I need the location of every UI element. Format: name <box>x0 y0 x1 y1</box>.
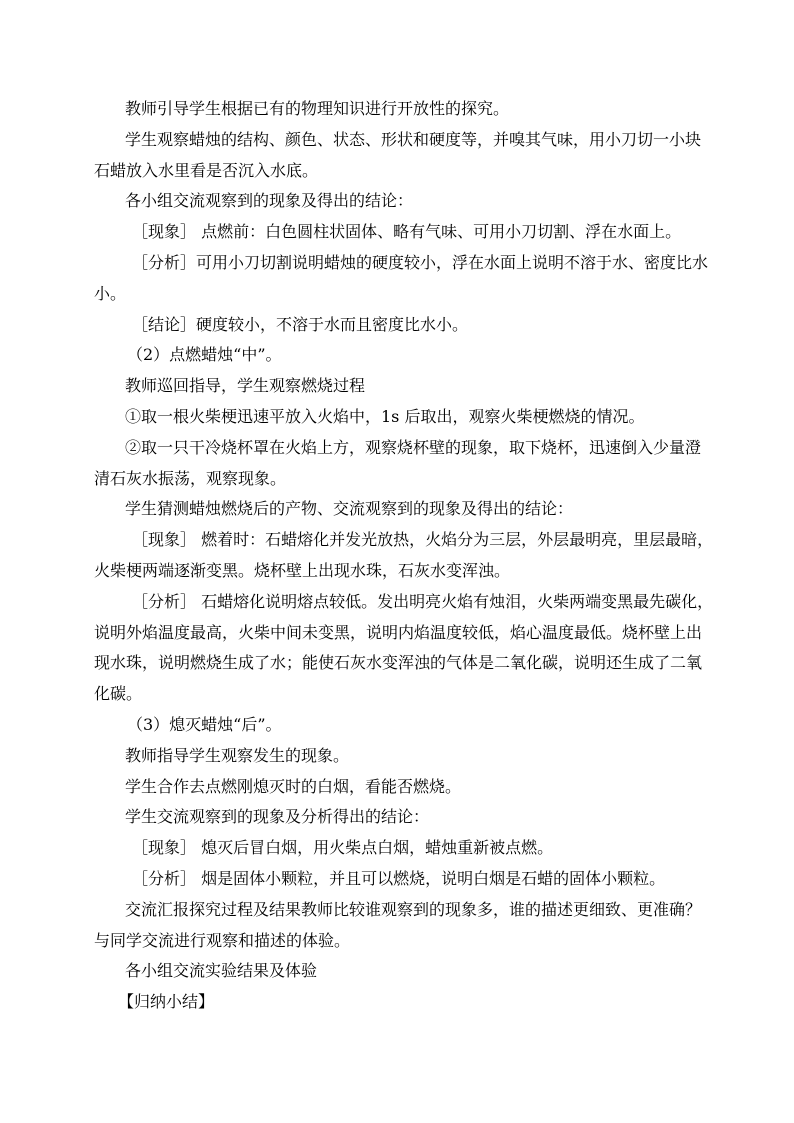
analysis-before-cont: 小。 <box>94 283 127 303</box>
heading-after: （3）熄灭蜡烛“后”。 <box>127 714 282 734</box>
analysis-before: ［分析］可用小刀切割说明蜡烛的硬度较小，浮在水面上说明不溶于水、密度比水 <box>132 252 709 272</box>
paragraph-teacher-direct: 教师指导学生观察发生的现象。 <box>125 745 350 765</box>
analysis-during: ［分析］ 石蜡熔化说明熔点较低。发出明亮火焰有烛泪，火柴两端变黑最先碳化， <box>132 591 714 611</box>
analysis-during-cont-3: 化碳。 <box>94 684 143 704</box>
analysis-during-cont-2: 现水珠，说明燃烧生成了水；能使石灰水变浑浊的气体是二氧化碳，说明还生成了二氧 <box>94 653 703 673</box>
phenomenon-after: ［现象］ 熄灭后冒白烟，用火柴点白烟，蜡烛重新被点燃。 <box>132 838 554 858</box>
paragraph-teacher-patrol: 教师巡回指导，学生观察燃烧过程 <box>125 376 366 396</box>
paragraph-report-cont: 与同学交流进行观察和描述的体验。 <box>94 930 351 950</box>
paragraph-report: 交流汇报探究过程及结果教师比较谁观察到的现象多，谁的描述更细致、更准确？ <box>125 899 702 919</box>
heading-summary: 【归纳小结】 <box>118 992 215 1012</box>
phenomenon-before: ［现象］ 点燃前：白色圆柱状固体、略有气味、可用小刀切割、浮在水面上。 <box>132 222 682 242</box>
paragraph-teacher-guide: 教师引导学生根据已有的物理知识进行开放性的探究。 <box>125 99 510 118</box>
heading-during: （2）点燃蜡烛“中”。 <box>127 345 282 365</box>
paragraph-group-results: 各小组交流实验结果及体验 <box>125 961 318 981</box>
analysis-after: ［分析］ 烟是固体小颗粒，并且可以燃烧，说明白烟是石蜡的固体小颗粒。 <box>132 868 666 888</box>
paragraph-relight-smoke: 学生合作去点燃刚熄灭时的白烟，看能否燃烧。 <box>125 776 462 796</box>
step-match: ①取一根火柴梗迅速平放入火焰中，1s 后取出，观察火柴梗燃烧的情况。 <box>125 406 645 426</box>
step-beaker: ②取一只干冷烧杯罩在火焰上方，观察烧杯壁的现象，取下烧杯，迅速倒入少量澄 <box>125 437 702 457</box>
analysis-during-cont-1: 说明外焰温度最高，火柴中间未变黑，说明内焰温度较低，焰心温度最低。烧杯壁上出 <box>94 622 703 642</box>
conclusion-before: ［结论］硬度较小，不溶于水而且密度比水小。 <box>132 314 469 334</box>
step-beaker-cont: 清石灰水振荡，观察现象。 <box>94 468 287 488</box>
paragraph-observe-candle-cont: 石蜡放入水里看是否沉入水底。 <box>94 160 319 180</box>
paragraph-exchange-after: 学生交流观察到的现象及分析得出的结论： <box>125 807 430 827</box>
document-body <box>94 94 714 1018</box>
paragraph-guess-products: 学生猜测蜡烛燃烧后的产物、交流观察到的现象及得出的结论： <box>125 499 574 519</box>
phenomenon-during: ［现象］ 燃着时：石蜡熔化并发光放热，火焰分为三层，外层最明亮，里层最暗， <box>132 530 714 550</box>
phenomenon-during-cont: 火柴梗两端逐渐变黑。烧杯壁上出现水珠，石灰水变浑浊。 <box>94 560 511 580</box>
paragraph-group-exchange: 各小组交流观察到的现象及得出的结论： <box>125 191 414 211</box>
paragraph-observe-candle: 学生观察蜡烛的结构、颜色、状态、形状和硬度等，并嗅其气味，用小刀切一小块 <box>125 129 702 149</box>
